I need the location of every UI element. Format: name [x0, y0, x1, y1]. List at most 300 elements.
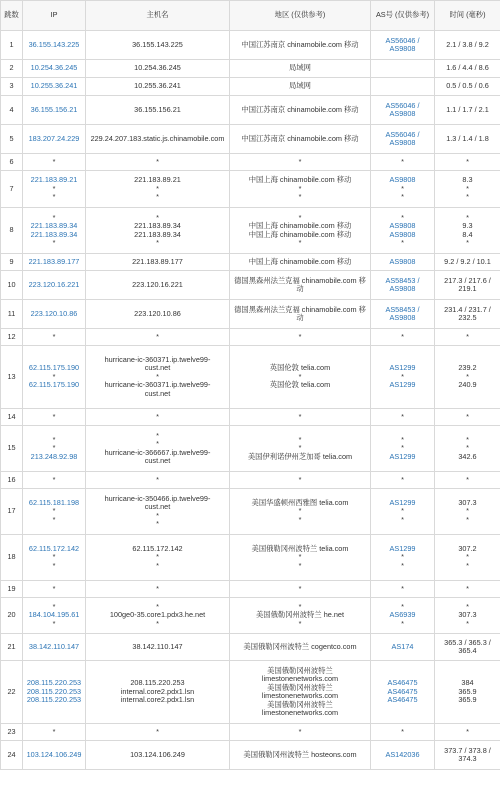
ip-cell-line: * — [52, 601, 56, 611]
hostname-cell — [86, 426, 230, 472]
as-link[interactable]: AS9808 — [389, 109, 416, 118]
time-cell-line: 384 — [461, 678, 474, 688]
hostname-cell — [86, 60, 230, 78]
ip-cell — [23, 661, 86, 724]
ip-cell — [23, 171, 86, 208]
as-cell-line: * — [401, 156, 404, 166]
region-cell-line: * — [298, 212, 302, 222]
hostname-cell-line: 38.142.110.147 — [132, 641, 183, 651]
hop-number: 22 — [1, 661, 23, 724]
ip-cell — [23, 271, 86, 300]
time-cell — [435, 300, 500, 329]
as-link[interactable]: AS174 — [391, 641, 414, 651]
region-cell — [230, 60, 371, 78]
as-cell — [371, 346, 435, 409]
hostname-cell-line: hurricane-ic-360371.ip.twelve99- — [104, 354, 211, 364]
region-cell — [230, 171, 371, 208]
time-cell-line: * — [466, 212, 469, 222]
hostname-cell — [86, 125, 230, 154]
time-cell-line: 240.9 — [458, 380, 477, 390]
as-cell-line: * — [401, 192, 404, 202]
ip-cell-line: * — [52, 618, 56, 628]
ip-cell — [23, 598, 86, 634]
ip-link[interactable]: 208.115.220.253 — [26, 695, 82, 705]
hostname-cell — [86, 346, 230, 409]
hostname-cell-line: * — [156, 238, 159, 247]
hostname-cell-line: * — [156, 618, 159, 628]
as-cell-line: * — [401, 212, 404, 222]
as-cell — [371, 409, 435, 426]
region-cell-line: * — [298, 411, 302, 421]
as-link[interactable]: AS56046 / — [385, 100, 420, 110]
as-link[interactable]: AS9808 — [389, 175, 416, 185]
time-cell-line: * — [466, 618, 469, 628]
time-cell-line: 342.6 — [458, 451, 477, 461]
table-row — [1, 60, 500, 78]
region-cell — [230, 154, 371, 171]
hop-number: 17 — [1, 489, 23, 535]
region-cell-line: * — [298, 331, 302, 341]
ip-cell-line: * — [52, 560, 56, 570]
as-link[interactable]: AS1299 — [389, 497, 416, 507]
as-link[interactable]: AS9808 — [389, 44, 416, 53]
region-cell — [230, 741, 371, 770]
as-link[interactable]: AS1299 — [389, 363, 416, 373]
hop-number: 20 — [1, 598, 23, 634]
ip-cell — [23, 472, 86, 489]
region-cell-line: * — [298, 156, 302, 166]
as-cell — [371, 300, 435, 329]
hop-number: 18 — [1, 535, 23, 581]
time-cell-line: 1.1 / 1.7 / 2.1 — [446, 104, 489, 114]
region-cell-line: 美国伊利诺伊州芝加哥 telia.com — [247, 451, 353, 461]
region-cell — [230, 329, 371, 346]
time-cell-line: 2.1 / 3.8 / 9.2 — [446, 39, 489, 49]
hostname-cell-line: * — [156, 519, 159, 528]
table-row — [1, 472, 500, 489]
region-cell-line: limestonenetworks.com — [261, 691, 339, 700]
ip-cell — [23, 31, 86, 60]
as-link[interactable]: AS46475 — [387, 686, 418, 696]
region-cell-line: 美国俄勒冈州波特兰 — [267, 665, 333, 675]
table-row — [1, 208, 500, 254]
ip-cell — [23, 741, 86, 770]
region-cell — [230, 271, 371, 300]
hostname-cell — [86, 300, 230, 329]
ip-cell — [23, 125, 86, 154]
hostname-cell-line: * — [156, 156, 159, 166]
time-cell — [435, 472, 500, 489]
ip-cell-line: * — [52, 726, 56, 736]
time-cell — [435, 489, 500, 535]
table-header-row — [1, 1, 500, 31]
as-link[interactable]: AS1299 — [389, 380, 416, 390]
ip-cell — [23, 96, 86, 125]
time-cell-line: 239.2 — [458, 363, 477, 373]
ip-link[interactable]: 38.142.110.147 — [28, 641, 80, 651]
as-cell-line: * — [401, 601, 404, 611]
ip-cell-line: * — [52, 514, 56, 524]
hop-number: 19 — [1, 581, 23, 598]
as-link[interactable]: AS46475 — [387, 678, 418, 688]
ip-link[interactable]: 208.115.220.253 — [26, 678, 82, 688]
as-cell-line: * — [401, 514, 404, 524]
as-cell — [371, 125, 435, 154]
ip-cell — [23, 489, 86, 535]
hostname-cell-line: 36.155.156.21 — [134, 104, 181, 114]
as-link[interactable]: AS142036 — [385, 749, 420, 759]
as-cell-line: * — [401, 618, 404, 628]
region-cell-line: 中国上海 chinamobile.com 移动 — [248, 256, 352, 266]
hop-number: 4 — [1, 96, 23, 125]
region-cell-line: 美国俄勒冈州波特兰 telia.com — [251, 543, 349, 553]
ip-cell — [23, 254, 86, 271]
table-row — [1, 426, 500, 472]
hop-number: 21 — [1, 634, 23, 661]
ip-link[interactable]: 221.183.89.34 — [30, 221, 78, 230]
hostname-cell-line: 10.255.36.241 — [134, 81, 181, 91]
time-cell — [435, 125, 500, 154]
ip-cell — [23, 78, 86, 96]
hostname-cell — [86, 329, 230, 346]
hostname-cell-line: * — [156, 430, 159, 440]
time-cell — [435, 208, 500, 254]
hop-number: 24 — [1, 741, 23, 770]
ip-link[interactable]: 208.115.220.253 — [26, 686, 82, 696]
region-cell — [230, 598, 371, 634]
region-cell-line: limestonenetworks.com — [261, 708, 339, 717]
hostname-cell-line: cust.net — [144, 502, 171, 511]
region-cell — [230, 125, 371, 154]
table-row — [1, 581, 500, 598]
hostname-cell-line: * — [156, 583, 159, 593]
hop-number: 9 — [1, 254, 23, 271]
region-cell — [230, 346, 371, 409]
time-cell-line: 9.3 — [462, 221, 473, 230]
time-cell — [435, 634, 500, 661]
time-cell-line: * — [466, 183, 469, 193]
hostname-cell — [86, 78, 230, 96]
time-cell-line: 307.3 — [458, 610, 477, 620]
as-cell — [371, 489, 435, 535]
time-cell-line: * — [466, 583, 469, 593]
as-cell-line: * — [401, 371, 404, 381]
ip-link[interactable]: 223.120.16.221 — [28, 279, 80, 289]
as-link[interactable]: AS9808 — [389, 284, 416, 293]
hostname-cell-line: 223.120.16.221 — [132, 279, 183, 289]
as-cell-line: * — [401, 411, 404, 421]
as-cell — [371, 598, 435, 634]
as-cell — [371, 661, 435, 724]
as-link[interactable]: AS1299 — [389, 451, 416, 461]
region-cell — [230, 634, 371, 661]
table-row — [1, 96, 500, 125]
as-cell — [371, 31, 435, 60]
as-cell — [371, 581, 435, 598]
as-cell — [371, 271, 435, 300]
ip-link[interactable]: 62.115.175.190 — [28, 363, 80, 373]
hostname-cell-line: 103.124.106.249 — [130, 749, 185, 759]
region-cell-line: 局域网 — [289, 63, 311, 73]
time-cell-line: * — [466, 514, 469, 524]
region-cell-line: * — [298, 183, 302, 193]
region-cell-line: 中国上海 chinamobile.com 移动 — [248, 175, 352, 185]
table-row — [1, 661, 500, 724]
as-link[interactable]: AS1299 — [389, 543, 416, 553]
hostname-cell — [86, 634, 230, 661]
hostname-cell-line: * — [156, 192, 159, 202]
as-link[interactable]: AS58453 / — [385, 275, 420, 285]
time-cell-line: * — [466, 474, 469, 484]
as-link[interactable]: AS46475 — [387, 695, 418, 705]
hop-number: 7 — [1, 171, 23, 208]
ip-cell-line: * — [52, 583, 56, 593]
hostname-cell-line: 36.155.143.225 — [132, 39, 183, 49]
ip-cell — [23, 426, 86, 472]
hostname-cell-line: internal.core2.pdx1.lsn — [120, 695, 195, 705]
as-cell-line: * — [401, 560, 404, 570]
time-cell-line: 1.6 / 4.4 / 8.6 — [446, 63, 489, 73]
as-cell — [371, 741, 435, 770]
time-cell-line: * — [466, 434, 469, 444]
time-cell-line: 365.4 — [458, 646, 477, 655]
table-row — [1, 598, 500, 634]
ip-cell — [23, 409, 86, 426]
ip-cell-line: * — [52, 552, 56, 562]
time-cell-line: 365.3 / 365.3 / — [444, 637, 491, 647]
time-cell — [435, 78, 500, 96]
hop-number: 6 — [1, 154, 23, 171]
region-cell-line: 美国俄勒冈州波特兰 — [267, 699, 333, 709]
region-cell-line: 美国俄勒冈州波特兰 cogentco.com — [243, 641, 357, 651]
region-cell-line: * — [298, 560, 302, 570]
ip-link[interactable]: 10.254.36.245 — [30, 63, 78, 73]
region-cell-line: * — [298, 552, 302, 562]
hostname-cell-line: cust.net — [144, 363, 171, 373]
hostname-cell — [86, 661, 230, 724]
hop-number: 15 — [1, 426, 23, 472]
time-cell-line: 1.3 / 1.4 / 1.8 — [446, 133, 489, 143]
as-cell — [371, 426, 435, 472]
as-cell-line: * — [401, 474, 404, 484]
hostname-cell-line: * — [156, 371, 159, 381]
table-row — [1, 31, 500, 60]
table-row — [1, 78, 500, 96]
time-cell-line: * — [466, 552, 469, 562]
ip-cell — [23, 329, 86, 346]
region-cell-line: * — [298, 601, 302, 611]
column-header-region: 地区 (仅供参考) — [230, 1, 371, 31]
region-cell-line: 美国俄勒冈州波特兰 — [267, 682, 333, 692]
as-link[interactable]: AS9808 — [389, 221, 416, 230]
as-cell-line: * — [401, 443, 404, 453]
column-header-hostname: 主机名 — [86, 1, 230, 31]
as-cell — [371, 171, 435, 208]
ip-link[interactable]: 62.115.181.198 — [28, 497, 80, 507]
hop-number: 2 — [1, 60, 23, 78]
time-cell — [435, 96, 500, 125]
hostname-cell — [86, 409, 230, 426]
ip-link[interactable]: 62.115.172.142 — [28, 543, 80, 553]
table-row — [1, 634, 500, 661]
hostname-cell-line: 62.115.172.142 — [132, 543, 183, 553]
time-cell — [435, 661, 500, 724]
region-cell — [230, 724, 371, 741]
hostname-cell-line: * — [156, 439, 159, 448]
hostname-cell — [86, 154, 230, 171]
ip-link[interactable]: 103.124.106.249 — [26, 749, 82, 759]
region-cell — [230, 300, 371, 329]
ip-cell-line: * — [52, 434, 56, 444]
time-cell-line: * — [466, 192, 469, 202]
ip-link[interactable]: 184.104.195.61 — [28, 610, 80, 620]
ip-link[interactable]: 223.120.10.86 — [30, 308, 78, 318]
as-cell-line: * — [401, 183, 404, 193]
as-cell-line: * — [401, 331, 404, 341]
ip-cell-line: * — [52, 443, 56, 453]
time-cell-line: * — [466, 411, 469, 421]
region-cell — [230, 254, 371, 271]
hostname-cell-line: hurricane-ic-360371.ip.twelve99- — [104, 380, 211, 390]
ip-cell-line: * — [52, 411, 56, 421]
hostname-cell — [86, 254, 230, 271]
ip-cell — [23, 60, 86, 78]
region-cell-line: * — [298, 371, 302, 381]
as-link[interactable]: AS56046 / — [385, 35, 420, 45]
as-cell-line: * — [401, 726, 404, 736]
time-cell-line: 365.9 — [458, 695, 477, 705]
as-cell — [371, 535, 435, 581]
time-cell — [435, 409, 500, 426]
region-cell — [230, 661, 371, 724]
region-cell — [230, 581, 371, 598]
hostname-cell-line: 100ge0-35.core1.pdx3.he.net — [109, 610, 206, 620]
ip-cell-line: * — [52, 183, 56, 193]
region-cell-line: 中国上海 chinamobile.com 移动 — [248, 221, 352, 230]
ip-link[interactable]: 36.155.156.21 — [30, 104, 78, 114]
hostname-cell — [86, 31, 230, 60]
region-cell-line: 德国黑森州法兰克福 chinamobile.com 移动 — [234, 304, 366, 322]
as-link[interactable]: AS9808 — [389, 229, 416, 239]
hostname-cell — [86, 208, 230, 254]
hostname-cell-line: * — [156, 552, 159, 562]
table-row — [1, 271, 500, 300]
ip-cell-line: * — [52, 474, 56, 484]
table-row — [1, 154, 500, 171]
time-cell-line: 307.2 — [458, 543, 477, 553]
hostname-cell — [86, 171, 230, 208]
as-cell — [371, 154, 435, 171]
table-body — [1, 31, 500, 770]
as-link[interactable]: AS9808 — [389, 313, 416, 322]
table-row — [1, 489, 500, 535]
as-link[interactable]: AS58453 / — [385, 304, 420, 314]
ip-link[interactable]: 10.255.36.241 — [30, 81, 78, 91]
hostname-cell-line: 223.120.10.86 — [134, 308, 181, 318]
hostname-cell-line: * — [156, 331, 159, 341]
ip-link[interactable]: 221.183.89.177 — [28, 256, 80, 266]
ip-cell — [23, 300, 86, 329]
as-cell — [371, 329, 435, 346]
hostname-cell-line: * — [156, 212, 159, 222]
as-link[interactable]: AS56046 / — [385, 129, 420, 139]
as-link[interactable]: AS9808 — [389, 138, 416, 147]
as-link[interactable]: AS6939 — [389, 610, 416, 620]
as-cell-line: * — [401, 434, 404, 444]
hostname-cell-line: 208.115.220.253 — [130, 678, 185, 688]
hostname-cell — [86, 96, 230, 125]
time-cell — [435, 271, 500, 300]
hostname-cell-line: 10.254.36.245 — [134, 63, 181, 73]
region-cell-line: * — [298, 583, 302, 593]
time-cell-line: * — [466, 443, 469, 453]
region-cell-line: limestonenetworks.com — [261, 674, 339, 683]
as-link[interactable]: AS9808 — [389, 256, 416, 266]
time-cell — [435, 31, 500, 60]
column-header-ip: IP — [23, 1, 86, 31]
ip-cell-line: * — [52, 506, 56, 516]
hostname-cell-line: internal.core2.pdx1.lsn — [120, 686, 195, 696]
table-row — [1, 535, 500, 581]
time-cell-line: * — [466, 560, 469, 570]
hostname-cell-line: * — [156, 474, 159, 484]
time-cell-line: 9.2 / 9.2 / 10.1 — [444, 256, 491, 266]
region-cell-line: * — [298, 238, 302, 247]
time-cell-line: * — [466, 371, 469, 381]
hop-number: 11 — [1, 300, 23, 329]
ip-link[interactable]: 62.115.175.190 — [28, 380, 80, 390]
region-cell — [230, 489, 371, 535]
ip-link[interactable]: 221.183.89.21 — [30, 175, 78, 185]
table-row — [1, 409, 500, 426]
hostname-cell-line: * — [156, 510, 159, 520]
table-row — [1, 254, 500, 271]
hop-number: 13 — [1, 346, 23, 409]
ip-link[interactable]: 183.207.24.229 — [28, 133, 80, 143]
ip-link[interactable]: 213.248.92.98 — [30, 451, 78, 461]
region-cell-line: 中国江苏南京 chinamobile.com 移动 — [241, 104, 359, 114]
hostname-cell-line: * — [156, 183, 159, 193]
hop-number: 12 — [1, 329, 23, 346]
time-cell — [435, 154, 500, 171]
ip-cell — [23, 535, 86, 581]
region-cell — [230, 409, 371, 426]
as-cell — [371, 78, 435, 96]
time-cell-line: 374.3 — [458, 754, 477, 763]
hostname-cell-line: 221.183.89.34 — [134, 229, 181, 239]
time-cell — [435, 598, 500, 634]
region-cell-line: * — [298, 192, 302, 202]
hop-number: 3 — [1, 78, 23, 96]
hostname-cell — [86, 724, 230, 741]
ip-link[interactable]: 221.183.89.34 — [30, 229, 78, 239]
ip-cell-line: * — [52, 371, 56, 381]
column-header-time: 时间 (毫秒) — [435, 1, 500, 31]
region-cell-line: * — [298, 726, 302, 736]
as-cell — [371, 254, 435, 271]
time-cell-line: * — [466, 331, 469, 341]
region-cell-line: 美国俄勒冈州波特兰 he.net — [256, 610, 344, 620]
time-cell-line: 231.4 / 231.7 / — [444, 304, 491, 314]
hop-number: 1 — [1, 31, 23, 60]
as-cell — [371, 96, 435, 125]
ip-link[interactable]: 36.155.143.225 — [28, 39, 80, 49]
time-cell-line: * — [466, 156, 469, 166]
hostname-cell-line: 221.183.89.177 — [132, 256, 183, 266]
as-cell — [371, 472, 435, 489]
time-cell-line: 232.5 — [458, 313, 477, 322]
time-cell-line: 0.5 / 0.5 / 0.6 — [446, 81, 489, 91]
